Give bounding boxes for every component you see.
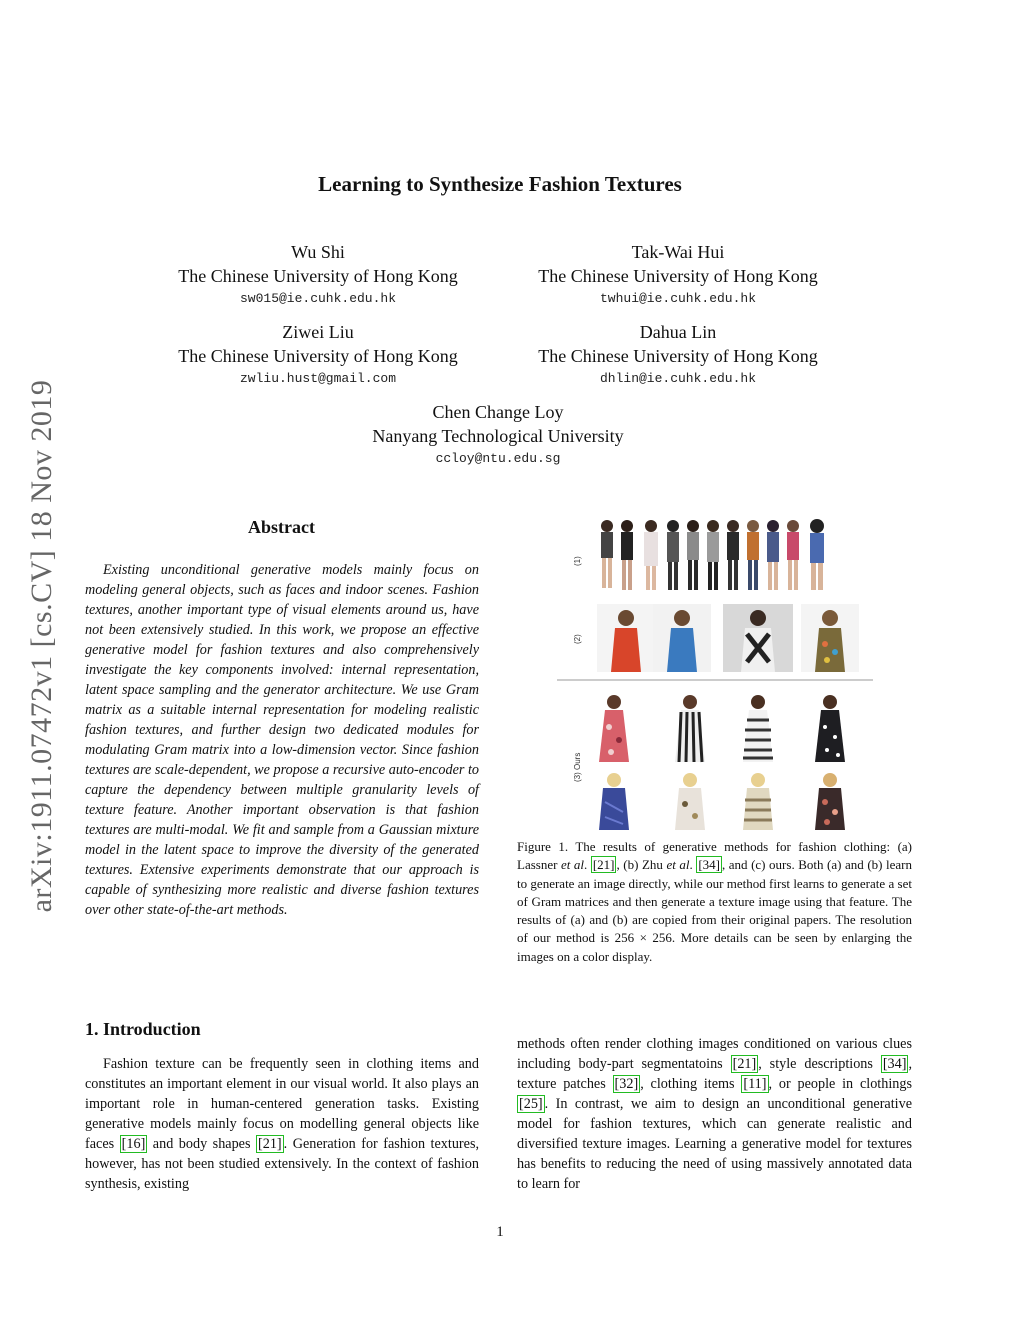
citation-link[interactable]: [32] [614, 1076, 639, 1092]
body-text: methods often render clothing images conditioned on various clues including body-part segmentatoins [517, 1036, 912, 1072]
figure-row-label-2: (2) [573, 634, 582, 644]
figure-row-label-3: (3) Ours [573, 752, 582, 782]
generated-top [815, 773, 845, 830]
figure-row-2-images [597, 604, 859, 672]
author-block-1 [118, 240, 518, 310]
author-block-5 [298, 400, 698, 470]
caption-text: , and (c) ours. Both (a) and (b) learn to generate an image directly, while our method first learns to generate a set of Gram matrices and then generate a texture image using that feature. The results of (a) and (b) are copied from their original papers. The resolution of our method is 256 × 256. More details can be seen by enlarging the images on a color display. [517, 857, 913, 964]
author-name: Ziwei Liu [282, 322, 354, 342]
author-name: Tak-Wai Hui [631, 242, 725, 262]
intro-paragraph-right [517, 1034, 912, 1194]
caption-text: Figure 1. The results of generative methods for fashion clothing: (a) Lassner [517, 839, 912, 873]
author-affiliation: The Chinese University of Hong Kong [538, 346, 818, 366]
generated-dress [675, 695, 705, 762]
author-name: Dahua Lin [639, 322, 717, 342]
author-email[interactable]: zwliu.hust@gmail.com [239, 371, 397, 386]
citation-link[interactable]: [11] [743, 1076, 767, 1092]
model-figure [667, 520, 679, 590]
body-text: , style descriptions [758, 1056, 881, 1072]
figure-1-caption [517, 838, 912, 966]
model-figure [687, 520, 699, 590]
body-text: and body shapes [147, 1136, 257, 1152]
abstract-text: Existing unconditional generative models mainly focus on modeling general objects, such as faces and indoor scenes. Fashion textures, another important type of visual elements around us, have not been extensively studied. In this work, we propose an effective generative model for fashion textures and also comprehensively investigate the key components involved: internal representation, latent space sampling and the generator architecture. We use Gram matrix as a suitable internal representation for modeling realistic fashion textures, and further design two dedicated modules for modulating Gram matrix into a low-dimension vector. Since fashion textures are scale-dependent, we propose a recursive auto-encoder to capture the dependency between multiple granularity levels of texture feature. Another important observation is that fashion textures are multi-modal. We fit and sample from a Gaussian mixture model in the latent space to improve the diversity of the generated textures. Extensive experiments demonstrate that our approach is capable of synthesizing more realistic and diverse fashion textures over other state-of-the-art methods. [85, 562, 479, 918]
author-affiliation: The Chinese University of Hong Kong [538, 266, 818, 286]
abstract-heading: Abstract [248, 517, 315, 537]
model-figure [747, 520, 759, 590]
citation-link[interactable]: [21] [732, 1056, 757, 1072]
author-name: Chen Change Loy [432, 402, 564, 422]
generated-dress [815, 695, 845, 762]
generated-dress [599, 695, 629, 762]
figure-row-label-1: (1) [573, 556, 582, 566]
body-text: , or people in clothings [768, 1076, 912, 1092]
generated-top [675, 773, 705, 830]
citation-link[interactable]: [34] [698, 857, 720, 873]
body-text: , clothing items [640, 1076, 742, 1092]
model-figure [787, 520, 799, 590]
model-figure [767, 520, 779, 590]
paper-title: Learning to Synthesize Fashion Textures [318, 172, 682, 196]
generated-top [599, 773, 629, 830]
author-email[interactable]: sw015@ie.cuhk.edu.hk [239, 291, 397, 306]
body-text: , texture patches [517, 1056, 912, 1092]
author-email[interactable]: twhui@ie.cuhk.edu.hk [599, 291, 757, 306]
caption-text: , (b) Zhu [616, 857, 667, 873]
body-text: . Generation for fashion textures, however, has not been studied extensively. In the context of fashion synthesis, existing [85, 1136, 480, 1192]
author-email[interactable]: ccloy@ntu.edu.sg [435, 451, 561, 466]
caption-text: . [689, 857, 697, 873]
author-affiliation: Nanyang Technological University [372, 426, 624, 446]
citation-link[interactable]: [21] [592, 857, 615, 873]
author-block-3 [118, 320, 518, 390]
figure-row-3-images [599, 695, 845, 830]
citation-link[interactable]: [16] [121, 1136, 146, 1152]
arxiv-sidebar-id: arXiv:1911.07472v1 [cs.CV] 18 Nov 2019 [25, 379, 58, 913]
model-figure [707, 520, 719, 590]
caption-text: . [584, 857, 591, 873]
author-affiliation: The Chinese University of Hong Kong [178, 346, 458, 366]
generated-top [743, 773, 773, 830]
body-text: . In contrast, we aim to design an unconditional generative model for fashion textures, which can generate realistic and diversified texture images. Learning a generative model for textures has benefits to reducing the need of using massively annotated data to learn for [517, 1096, 912, 1192]
page-number: 1 [496, 1224, 504, 1240]
intro-paragraph-left [85, 1054, 479, 1194]
section-heading-introduction: 1. Introduction [85, 1019, 201, 1039]
author-block-4 [478, 320, 878, 390]
citation-link[interactable]: [25] [519, 1096, 543, 1112]
author-affiliation: The Chinese University of Hong Kong [178, 266, 458, 286]
model-figure [727, 520, 739, 590]
model-figure [601, 520, 613, 588]
citation-link[interactable]: [21] [258, 1136, 282, 1152]
model-figure [810, 519, 824, 590]
author-email[interactable]: dhlin@ie.cuhk.edu.hk [599, 371, 757, 386]
author-name: Wu Shi [291, 242, 345, 262]
figure-1-image-grid [555, 512, 875, 832]
generated-dress [743, 695, 773, 762]
citation-link[interactable]: [34] [882, 1056, 907, 1072]
model-figure [644, 520, 658, 590]
caption-et-al: et al [560, 857, 585, 873]
model-figure [621, 520, 633, 590]
author-block-2 [478, 240, 878, 310]
caption-et-al: et al [666, 857, 690, 873]
body-text: Fashion texture can be frequently seen in clothing items and constitutes an important element in our visual world. It also plays an important role in human-centered generation tasks. Existing generative models mainly focus on modelling general objects like faces [85, 1056, 479, 1152]
figure-row-1-images [601, 519, 824, 590]
